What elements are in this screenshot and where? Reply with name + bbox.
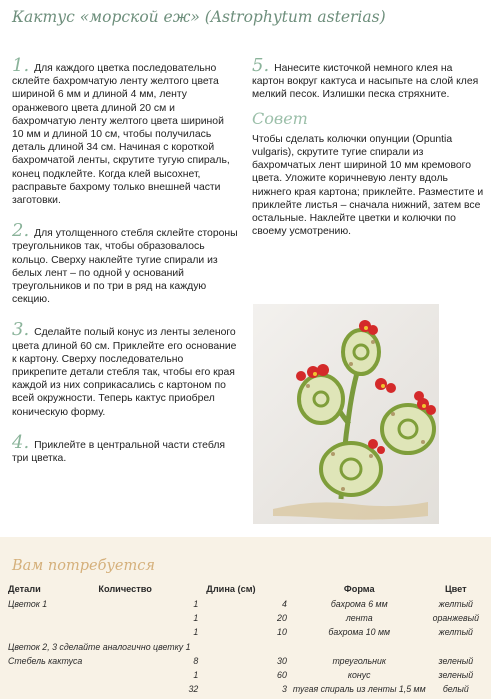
step-number: 2. bbox=[12, 220, 30, 242]
step-number: 3. bbox=[12, 319, 30, 341]
header-cell: Форма bbox=[343, 584, 375, 594]
step-1 bbox=[12, 55, 238, 207]
table-row bbox=[8, 682, 486, 696]
cactus-pad bbox=[299, 375, 343, 423]
table-row bbox=[8, 625, 486, 639]
table-cell: 4 bbox=[281, 599, 287, 610]
table-cell bbox=[8, 668, 98, 682]
step-text: Приклейте в центральной части стебля три цветка. bbox=[12, 439, 226, 465]
table-cell: Стебель кактуса bbox=[8, 655, 83, 666]
step-text: Нанесите кисточкой немного клея на картон вокруг кактуса и насыпьте на слой клея мелкий песок. Излишки песка стряхните. bbox=[252, 63, 479, 101]
cactus-pad bbox=[343, 330, 379, 374]
table-cell: 8 bbox=[193, 655, 199, 666]
table-row bbox=[8, 640, 486, 654]
instructions-left-column bbox=[12, 55, 238, 483]
table-cell: желтый bbox=[438, 599, 473, 610]
step-3 bbox=[12, 319, 238, 418]
table-cell: белый bbox=[442, 684, 469, 695]
step-5 bbox=[252, 55, 484, 102]
table-cell: Цветок 1 bbox=[8, 599, 48, 610]
table-cell bbox=[8, 625, 98, 639]
table-cell: зеленый bbox=[438, 655, 474, 666]
table-row bbox=[8, 668, 486, 682]
cactus-pad bbox=[321, 443, 381, 495]
table-cell: бахрома 10 мм bbox=[328, 627, 391, 638]
table-cell bbox=[8, 611, 98, 625]
step-number: 5. bbox=[252, 55, 270, 76]
step-text: Сделайте полый конус из ленты зеленого цвета длиной 60 см. Приклейте его основание к картону. Сверху последовательно прикрепите детали стебля так, чтобы его края каждой из них соприкасались с картоном по всей окружности. Теперь кактус приобрел коническую форму. bbox=[12, 327, 237, 418]
table-cell: треугольник bbox=[332, 655, 386, 666]
cactus-photo bbox=[253, 304, 439, 524]
table-cell: Цветок 2, 3 сделайте аналогично цветку 1 bbox=[8, 641, 191, 652]
table-cell: 60 bbox=[277, 670, 287, 681]
table-cell: 1 bbox=[193, 627, 199, 638]
table-cell: 1 bbox=[193, 599, 199, 610]
table-cell: 3 bbox=[281, 684, 287, 695]
tip-text: Чтобы сделать колючки опунции (Opuntia vulgaris), скрутите тугие спирали из бахромчатых лент шириной 10 мм кремового цвета. Уложите коричневую ленту вдоль нижнего края картона; приклейте. Разместите и приклейте листья – сначала нижний, затем все остальные. Наклейте цветки и колючки по своему усмотрению. bbox=[252, 133, 484, 238]
table-cell: лента bbox=[345, 613, 373, 624]
table-cell: желтый bbox=[438, 627, 473, 638]
table-cell: 20 bbox=[277, 613, 287, 624]
page-title: Кактус «морской еж» (Astrophytum asterias) bbox=[12, 8, 386, 26]
table-cell: тугая спираль из ленты 1,5 мм bbox=[292, 684, 426, 695]
instructions-right-column bbox=[252, 55, 484, 238]
table-row bbox=[8, 654, 486, 668]
tip-title: Совет bbox=[252, 108, 308, 128]
cactus-pad bbox=[382, 405, 434, 453]
step-number: 1. bbox=[12, 55, 30, 76]
table-cell: оранжевый bbox=[432, 613, 480, 624]
sand-shape bbox=[273, 502, 428, 520]
materials-table bbox=[8, 584, 486, 696]
materials-title: Вам потребуется bbox=[12, 558, 155, 574]
table-cell: 10 bbox=[277, 627, 287, 638]
step-2 bbox=[12, 220, 238, 306]
table-cell: бахрома 6 мм bbox=[330, 599, 388, 610]
header-cell: Количество bbox=[98, 584, 152, 594]
table-cell: 1 bbox=[193, 613, 199, 624]
table-header-row bbox=[8, 584, 486, 597]
materials-section bbox=[0, 537, 491, 699]
step-text: Для утолщенного стебля склейте стороны треугольников так, чтобы образовалось кольцо. Сверху наклейте тугие спирали из белых лент – по одной у оснований треугольников и по три в ряд на каждую секцию. bbox=[12, 228, 238, 306]
table-cell: 30 bbox=[277, 655, 287, 666]
table-row bbox=[8, 611, 486, 625]
step-number: 4. bbox=[12, 431, 30, 453]
table-cell: 1 bbox=[193, 670, 199, 681]
step-text: Для каждого цветка последовательно склейте бахромчатую ленту желтого цвета шириной 6 мм и длиной 4 мм, ленту оранжевого цвета длиной 20 см и бахромчатую ленту желтого цвета шириной 10 мм и длиной 10 см, чтобы получилась деталь длиной 34 см. Начиная с короткой бахромчатой ленты, скрутите тугую спираль, конец подклейте. Когда клей высохнет, расправьте бахрому только внешней части заготовки. bbox=[12, 63, 230, 207]
table-cell: конус bbox=[347, 670, 371, 681]
header-cell: Цвет bbox=[444, 584, 467, 594]
table-cell bbox=[8, 682, 98, 696]
table-cell: зеленый bbox=[438, 670, 474, 681]
table-row bbox=[8, 597, 486, 611]
cactus-illustration bbox=[253, 304, 439, 524]
step-4 bbox=[12, 431, 238, 465]
table-cell: 32 bbox=[188, 684, 199, 695]
header-cell: Длина (см) bbox=[206, 584, 256, 594]
header-cell: Детали bbox=[8, 584, 41, 594]
